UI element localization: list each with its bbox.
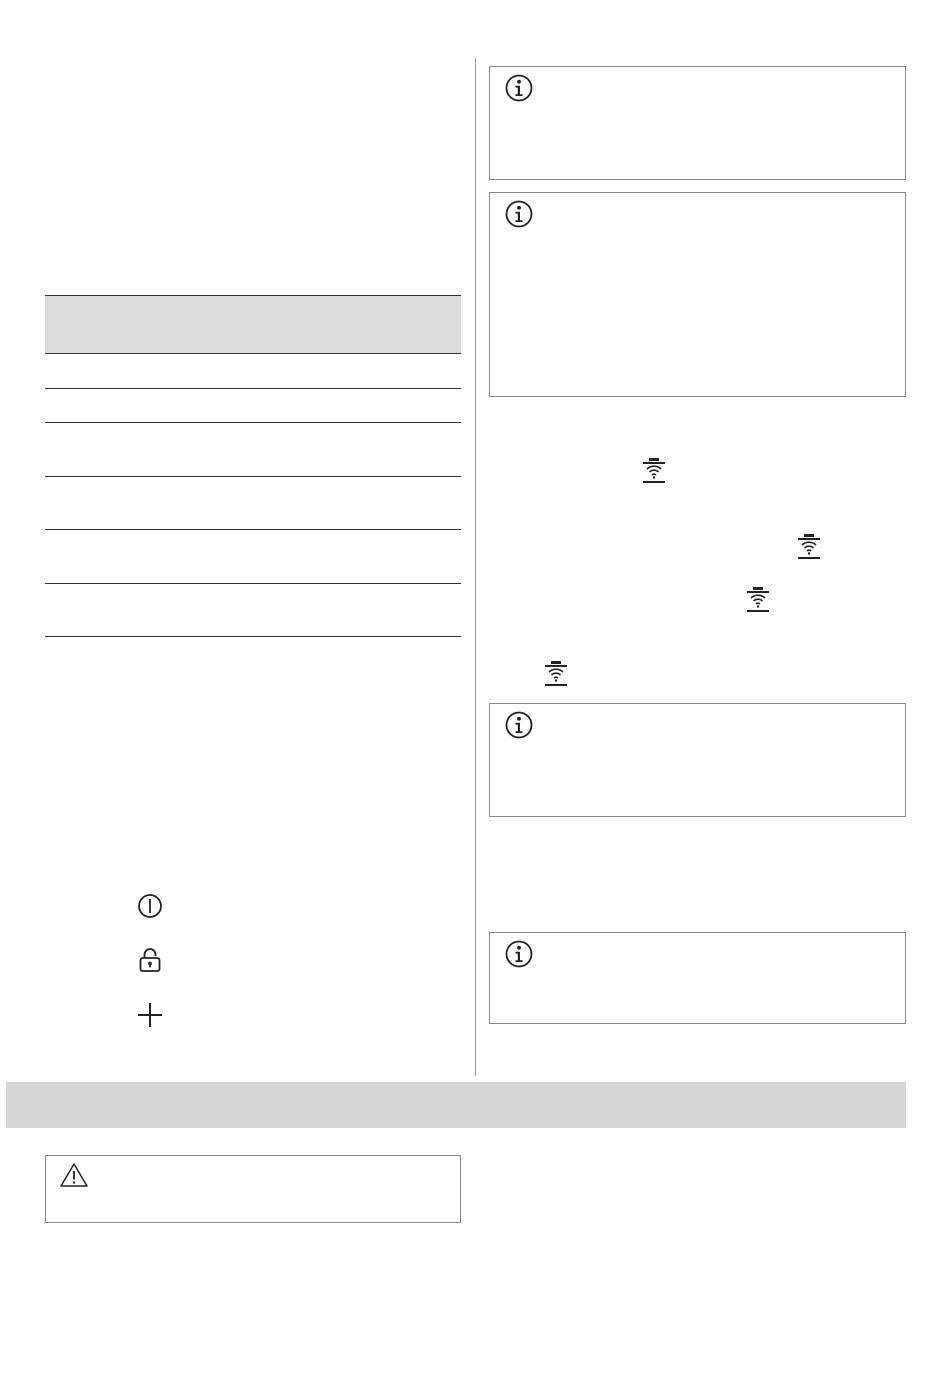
warning-triangle-icon xyxy=(59,1161,89,1189)
table-row xyxy=(45,584,461,637)
hob-hood-connectivity-icon xyxy=(745,586,771,614)
table-row xyxy=(45,354,461,389)
power-icon xyxy=(136,892,164,920)
table-row xyxy=(45,530,461,584)
info-icon xyxy=(504,199,534,229)
settings-table xyxy=(45,295,461,637)
info-box xyxy=(489,703,906,817)
table-header xyxy=(45,295,461,354)
hob-hood-connectivity-icon xyxy=(796,533,822,561)
info-box xyxy=(489,66,906,180)
column-divider xyxy=(475,58,476,1076)
info-icon xyxy=(504,710,534,740)
table-row xyxy=(45,423,461,477)
table-row xyxy=(45,477,461,530)
warning-box xyxy=(45,1155,461,1223)
info-icon xyxy=(504,939,534,969)
info-box xyxy=(489,932,906,1024)
info-icon xyxy=(504,73,534,103)
section-heading-bar xyxy=(6,1082,906,1128)
info-box xyxy=(489,192,906,397)
hob-hood-connectivity-icon xyxy=(641,457,667,485)
hob-hood-connectivity-icon xyxy=(543,660,569,688)
table-row xyxy=(45,389,461,423)
plus-icon xyxy=(136,1001,164,1029)
lock-icon xyxy=(136,946,164,974)
